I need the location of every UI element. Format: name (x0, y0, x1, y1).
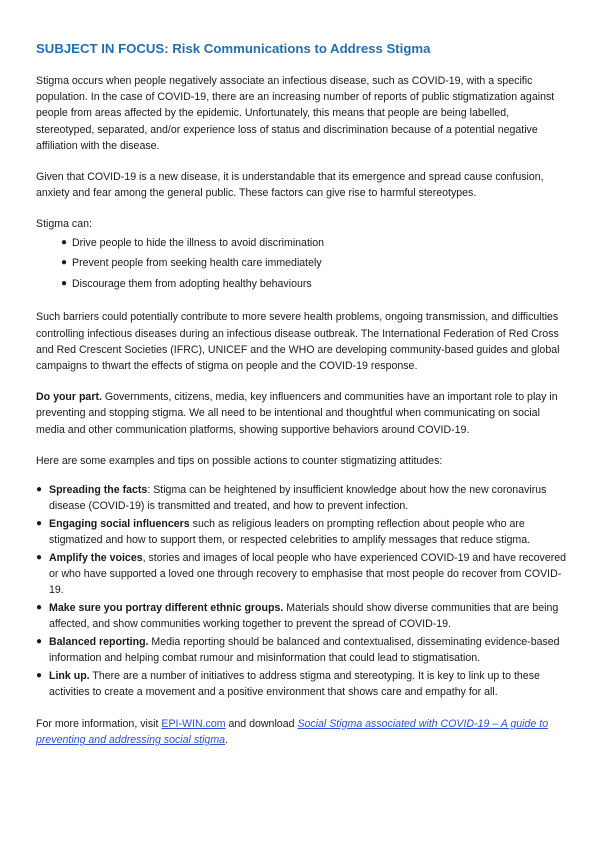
bullet-icon: ● (36, 552, 43, 564)
tip-text: Materials should show diverse communities that are being affected, and show communities working together to prevent the spread of COVID-19. (49, 602, 559, 631)
list-item-text: Prevent people from seeking health care immediately (72, 257, 322, 270)
do-your-part-paragraph (36, 389, 568, 438)
tip-text: such as religious leaders on prompting reflection about people who are stigmatized and how to support them, or respected celebrities to amplify messages that reduce stigma. (49, 518, 531, 547)
list-item (36, 516, 568, 548)
bullet-icon: ● (36, 484, 43, 496)
list-item-text: Discourage them from adopting healthy behaviours (72, 278, 312, 291)
tip-heading: Link up. (49, 670, 90, 683)
tip-heading: Amplify the voices (49, 552, 143, 565)
tip-text: : Stigma can be heightened by insufficient knowledge about how the new coronavirus disease (COVID-19) is transmitted and treated, and how to prevent infection. (49, 484, 547, 513)
list-item (36, 600, 568, 632)
page-title: SUBJECT IN FOCUS: Risk Communications to Address Stigma (36, 41, 431, 56)
tip-heading: Balanced reporting. (49, 636, 149, 649)
tip-heading: Make sure you portray different ethnic groups. (49, 602, 284, 615)
list-item-text: Drive people to hide the illness to avoid discrimination (72, 236, 325, 249)
do-your-part-heading: Do your part. (36, 391, 102, 404)
tip-text: , stories and images of local people who have experienced COVID-19 and have recovered or who have supported a loved one through recovery to emphasise that most people do recover from COVID-19. (49, 552, 567, 597)
list-item (36, 550, 568, 599)
stigma-can-label: Stigma can: (36, 218, 92, 231)
bullet-icon: ● (36, 518, 43, 530)
list-item (36, 634, 568, 666)
footer-prefix: For more information, visit (36, 717, 162, 730)
intro-paragraph: Stigma occurs when people negatively associate an infectious disease, such as COVID-19, with a specific population. In the case of COVID-19, there are an increasing number of reports of public stigmatization against people from areas affected by the epidemic. Unfortunately, this means that people are being labelled, stereotyped, separated, and/or experience loss of status and discrimination because of a potential negative affiliation with the disease. (36, 75, 555, 152)
list-item (36, 276, 568, 292)
barriers-paragraph: Such barriers could potentially contribute to more severe health problems, ongoing transmission, and difficulties controlling infectious diseases during an infectious disease outbreak. The International Federation of Red Cross and Red Crescent Societies (IFRC), UNICEF and the WHO are developing community-based guides and global campaigns to thwart the effects of stigma on people and the COVID-19 response. (36, 311, 560, 373)
stigma-effects-list (36, 235, 568, 293)
stigma-guide-link[interactable]: Social Stigma associated with COVID-19 – A guide to preventing and addressing social stigma (36, 717, 549, 746)
footer-suffix: . (225, 733, 228, 746)
tips-list (36, 482, 568, 701)
bullet-icon: ● (36, 636, 43, 648)
footer-middle: and download (225, 717, 298, 730)
tips-intro: Here are some examples and tips on possible actions to counter stigmatizing attitudes: (36, 454, 443, 467)
list-item (36, 482, 568, 514)
bullet-icon: ● (36, 602, 43, 614)
list-item (36, 235, 568, 251)
tip-heading: Engaging social influencers (49, 518, 190, 531)
tip-text: Media reporting should be balanced and contextualised, disseminating evidence-based information and helping combat rumour and misinformation that could lead to stigmatisation. (49, 636, 560, 665)
list-item (36, 668, 568, 700)
bullet-icon: ● (36, 670, 43, 682)
tip-text: There are a number of initiatives to address stigma and stereotyping. It is key to link up to these activities to create a movement and a positive environment that shows care and empathy for all. (49, 670, 540, 699)
covid-new-disease-paragraph: Given that COVID-19 is a new disease, it is understandable that its emergence and spread cause confusion, anxiety and fear among the general public. These factors can give rise to harmful stereotypes. (36, 171, 544, 200)
epi-win-link[interactable]: EPI-WIN.com (161, 717, 226, 730)
list-item (36, 255, 568, 271)
do-your-part-text: Governments, citizens, media, key influencers and communities have an important role to play in preventing and stopping stigma. We all need to be intentional and thoughtful when communicating on social media and other communication platforms, showing supportive behaviors around COVID-19. (36, 391, 558, 436)
document-page (36, 40, 568, 748)
bullet-icon: ● (61, 236, 68, 248)
bullet-icon: ● (61, 278, 68, 290)
bullet-icon: ● (61, 257, 68, 269)
footer-paragraph (36, 716, 568, 748)
tip-heading: Spreading the facts (49, 484, 148, 497)
